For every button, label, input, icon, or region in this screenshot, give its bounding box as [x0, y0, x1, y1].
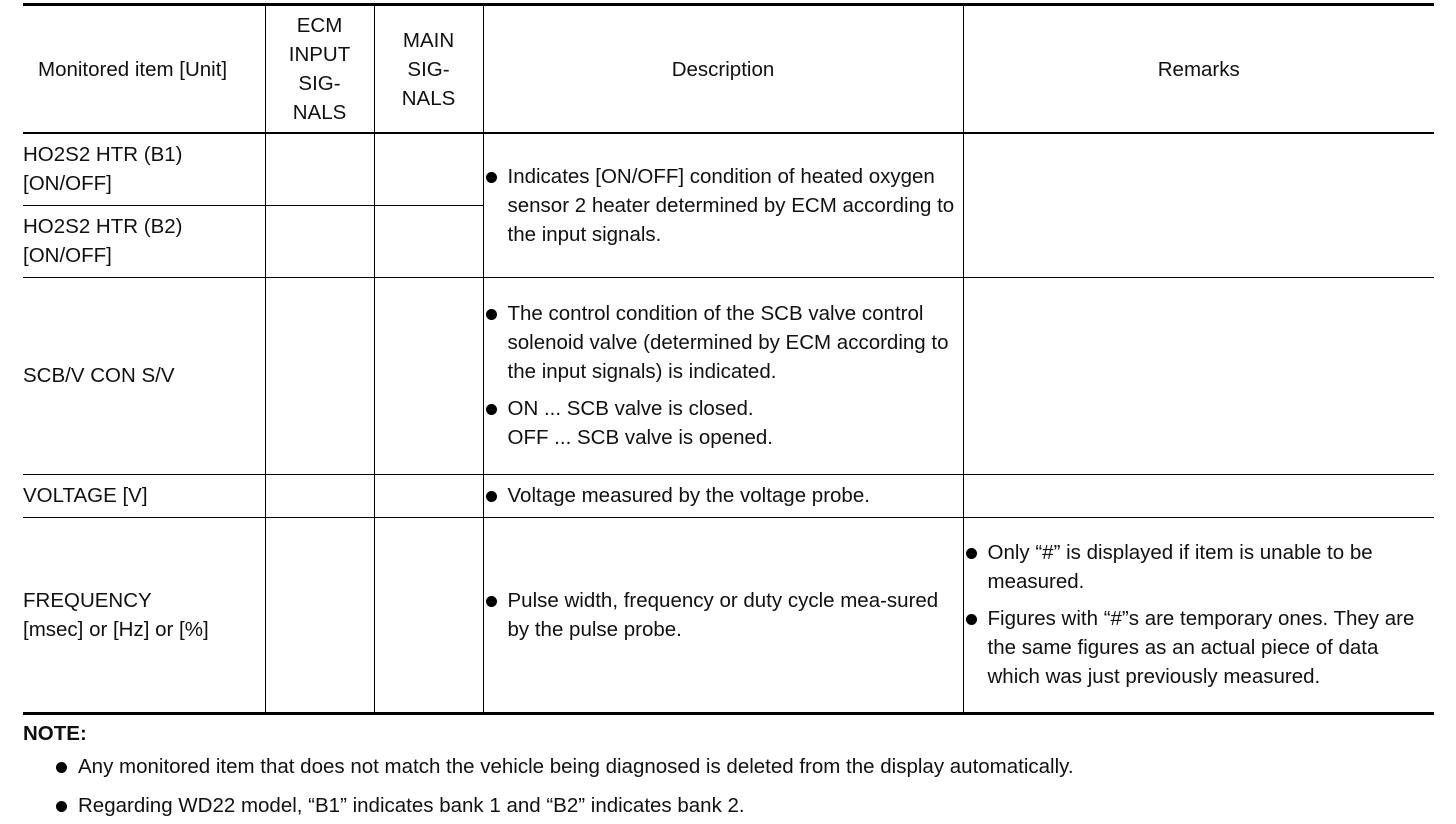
- item-name: SCB/V CON S/V: [23, 364, 175, 387]
- ecm-signal-cell: [265, 133, 374, 205]
- main-signal-cell: [374, 133, 483, 205]
- header-remarks: Remarks: [963, 5, 1434, 134]
- item-unit: [ON/OFF]: [23, 244, 112, 267]
- item-name: VOLTAGE [V]: [23, 484, 148, 507]
- main-signal-cell: [374, 205, 483, 277]
- item-unit: [ON/OFF]: [23, 172, 112, 196]
- item-cell-frequency: [23, 517, 265, 713]
- table-row: [23, 474, 1434, 517]
- item-cell-ho2s2-htr-b1: [23, 133, 265, 205]
- item-cell-scb-v-con-s-v: [23, 277, 265, 474]
- remarks-cell-frequency: [963, 517, 1434, 713]
- item-unit: [msec] or [Hz] or [%]: [23, 617, 209, 641]
- main-signal-cell: [374, 277, 483, 474]
- header-main-line-3: NALS: [401, 86, 456, 110]
- description-bullet: Indicates [ON/OFF] condition of heated oxygen sensor 2 heater determined by ECM according to the input signals.: [484, 162, 963, 249]
- note-item: Regarding WD22 model, “B1” indicates bank 1 and “B2” indicates bank 2.: [54, 791, 1434, 820]
- description-bullet: Pulse width, frequency or duty cycle mea-sured by the pulse probe.: [484, 586, 963, 644]
- note-section: [23, 720, 1434, 820]
- item-name: HO2S2 HTR (B2): [23, 215, 183, 238]
- table-row: [23, 277, 1434, 474]
- header-ecm-line-3: SIG-: [298, 72, 341, 95]
- item-cell-ho2s2-htr-b2: [23, 205, 265, 277]
- description-cell-voltage: [483, 474, 963, 517]
- ecm-signal-cell: [265, 517, 374, 713]
- item-cell-voltage: [23, 474, 265, 517]
- description-bullet: [484, 394, 963, 452]
- header-ecm-line-4: NALS: [292, 101, 347, 124]
- remarks-cell: [963, 133, 1434, 277]
- ecm-signal-cell: [265, 205, 374, 277]
- remarks-bullet: Only “#” is displayed if item is unable to be measured.: [964, 538, 1435, 596]
- header-ecm-line-2: INPUT: [288, 43, 351, 66]
- description-bullet: The control condition of the SCB valve control solenoid valve (determined by ECM according to the input signals) is indicated.: [484, 299, 963, 386]
- table-row: [23, 517, 1434, 713]
- monitored-items-table: [23, 3, 1434, 715]
- description-bullet: Voltage measured by the voltage probe.: [484, 481, 963, 510]
- description-line-off: OFF ... SCB valve is opened.: [507, 426, 773, 449]
- note-list: [23, 752, 1434, 820]
- description-cell-scb-v: [483, 277, 963, 474]
- remarks-bullet: Figures with “#”s are temporary ones. They are the same figures as an actual piece of data which was just previously measured.: [964, 604, 1435, 691]
- remarks-cell: [963, 474, 1434, 517]
- header-main-line-2: SIG-: [407, 57, 450, 81]
- ecm-signal-cell: [265, 474, 374, 517]
- table-header-row: [23, 5, 1434, 134]
- monitor-spec-page: [23, 3, 1434, 715]
- item-name: FREQUENCY: [23, 588, 152, 612]
- ecm-signal-cell: [265, 277, 374, 474]
- note-item: Any monitored item that does not match the vehicle being diagnosed is deleted from the display automatically.: [54, 752, 1434, 781]
- note-title: NOTE:: [23, 722, 87, 745]
- main-signal-cell: [374, 474, 483, 517]
- header-ecm-input-signals: [265, 5, 374, 134]
- description-cell-frequency: [483, 517, 963, 713]
- header-main-signals: [374, 5, 483, 134]
- remarks-cell: [963, 277, 1434, 474]
- main-signal-cell: [374, 517, 483, 713]
- description-cell-ho2s2-htr: [483, 133, 963, 277]
- header-main-line-1: MAIN: [402, 28, 455, 52]
- item-name: HO2S2 HTR (B1): [23, 143, 183, 167]
- description-line-on: ON ... SCB valve is closed.: [507, 397, 754, 420]
- header-monitored-item: Monitored item [Unit]: [23, 5, 265, 134]
- table-row: [23, 133, 1434, 205]
- header-description: Description: [483, 5, 963, 134]
- header-ecm-line-1: ECM: [296, 14, 343, 37]
